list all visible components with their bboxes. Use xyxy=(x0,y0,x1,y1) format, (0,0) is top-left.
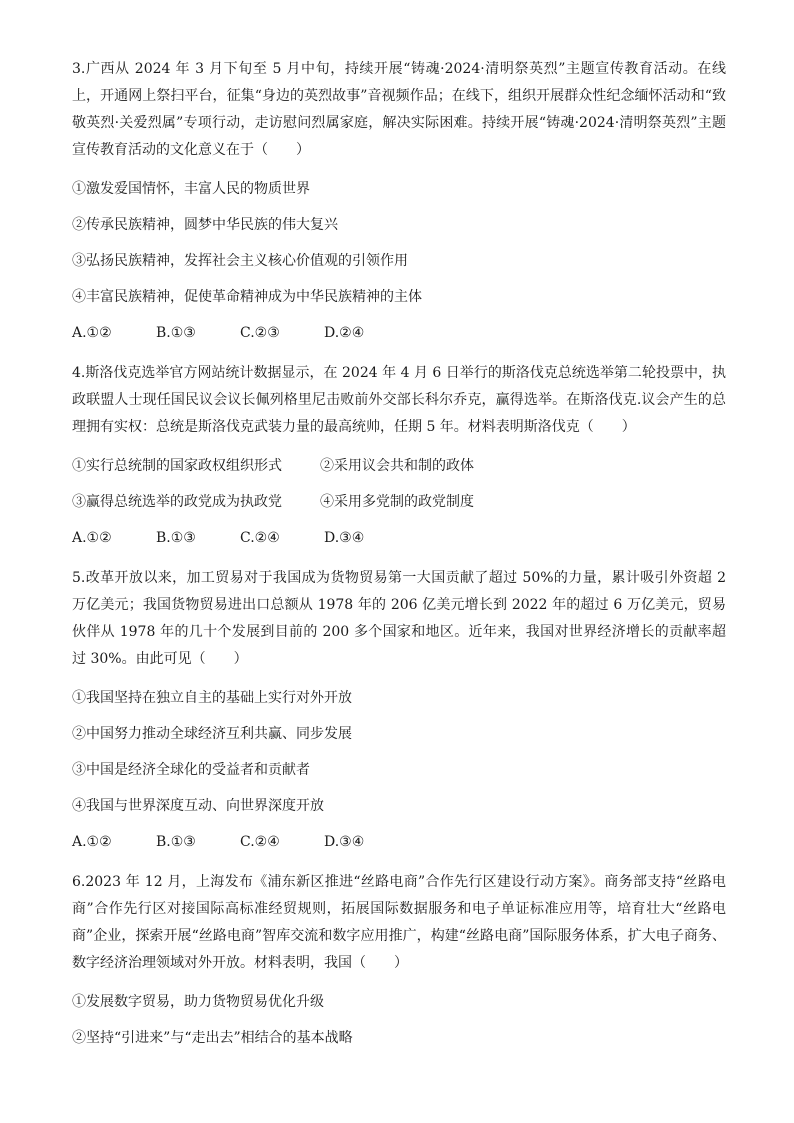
choice-d[interactable]: D.②④ xyxy=(324,325,365,341)
choice-d[interactable]: D.③④ xyxy=(324,530,365,546)
choice-b[interactable]: B.①③ xyxy=(156,530,196,546)
choice-a[interactable]: A.①② xyxy=(72,325,112,341)
choice-b[interactable]: B.①③ xyxy=(156,834,196,850)
question-4-options-row-1 xyxy=(72,456,726,476)
choice-c[interactable]: C.②④ xyxy=(240,834,280,850)
question-5-choices xyxy=(72,832,726,852)
choice-a[interactable]: A.①② xyxy=(72,834,112,850)
question-3-choices xyxy=(72,323,726,343)
question-3-option-1: ①激发爱国情怀，丰富人民的物质世界 xyxy=(72,181,310,197)
question-4-option-1: ①实行总统制的国家政权组织形式 xyxy=(72,458,282,474)
choice-c[interactable]: C.②④ xyxy=(240,530,280,546)
question-3-option-3: ③弘扬民族精神，发挥社会主义核心价值观的引领作用 xyxy=(72,253,408,269)
question-4-option-3: ③赢得总统选举的政党成为执政党 xyxy=(72,494,282,510)
question-6-stem: 6.2023 年 12 月，上海发布《浦东新区推进“丝路电商”合作先行区建设行动方案》。商务部支持“丝路电商”合作先行区对接国际高标准经贸规则，拓展国际数据服务和电子单证标准应用等，培育壮大“丝路电商”企业，探索开展“丝路电商”智库交流和数字应用推广，构建“丝路电商”国际服务体系，扩大电子商务、数字经济治理领域对外开放。材料表明，我国（ ） xyxy=(72,874,726,971)
question-5-option-3: ③中国是经济全球化的受益者和贡献者 xyxy=(72,762,310,778)
choice-c[interactable]: C.②③ xyxy=(240,325,280,341)
choice-a[interactable]: A.①② xyxy=(72,530,112,546)
question-6-option-1: ①发展数字贸易，助力货物贸易优化升级 xyxy=(72,994,324,1010)
question-5-option-2: ②中国努力推动全球经济互利共赢、同步发展 xyxy=(72,726,352,742)
question-6-option-2: ②坚持“引进来”与“走出去”相结合的基本战略 xyxy=(72,1030,353,1046)
exam-page xyxy=(72,56,726,1048)
question-3-option-4: ④丰富民族精神，促使革命精神成为中华民族精神的主体 xyxy=(72,289,422,305)
question-5-option-4: ④我国与世界深度互动、向世界深度开放 xyxy=(72,798,324,814)
question-3-stem: 3.广西从 2024 年 3 月下旬至 5 月中旬，持续开展“铸魂·2024·清明祭英烈”主题宣传教育活动。在线上，开通网上祭扫平台，征集“身边的英烈故事”音视频作品；在线下，组织开展群众性纪念缅怀活动和“致敬英烈·关爱烈属”专项行动，走访慰问烈属家庭，解决实际困难。持续开展“铸魂·2024·清明祭英烈”主题宣传教育活动的文化意义在于（ ） xyxy=(72,61,726,158)
question-5-option-1: ①我国坚持在独立自主的基础上实行对外开放 xyxy=(72,690,352,706)
question-5-stem: 5.改革开放以来，加工贸易对于我国成为货物贸易第一大国贡献了超过 50%的力量，累计吸引外资超 2 万亿美元；我国货物贸易进出口总额从 1978 年的 206 亿美元增长到 2022 年的超过 6 万亿美元，贸易伙伴从 1978 年的几十个发展到目前的 200 多个国家和地区。近年来，我国对世界经济增长的贡献率超过 30%。由此可见（ ） xyxy=(72,570,726,667)
choice-d[interactable]: D.③④ xyxy=(324,834,365,850)
question-4-option-2: ②采用议会共和制的政体 xyxy=(320,458,474,474)
question-4-stem: 4.斯洛伐克选举官方网站统计数据显示，在 2024 年 4 月 6 日举行的斯洛伐克总统选举第二轮投票中，执政联盟人士现任国民议会议长佩列格里尼击败前外交部长科尔乔克，赢得选举。在斯洛伐克.议会产生的总理拥有实权：总统是斯洛伐克武装力量的最高统帅，任期 5 年。材料表明斯洛伐克（ ） xyxy=(72,365,726,435)
question-4-option-4: ④采用多党制的政党制度 xyxy=(320,494,474,510)
question-4-choices xyxy=(72,528,726,548)
question-4-options-row-2 xyxy=(72,492,726,512)
question-3-option-2: ②传承民族精神，圆梦中华民族的伟大复兴 xyxy=(72,217,338,233)
choice-b[interactable]: B.①③ xyxy=(156,325,196,341)
